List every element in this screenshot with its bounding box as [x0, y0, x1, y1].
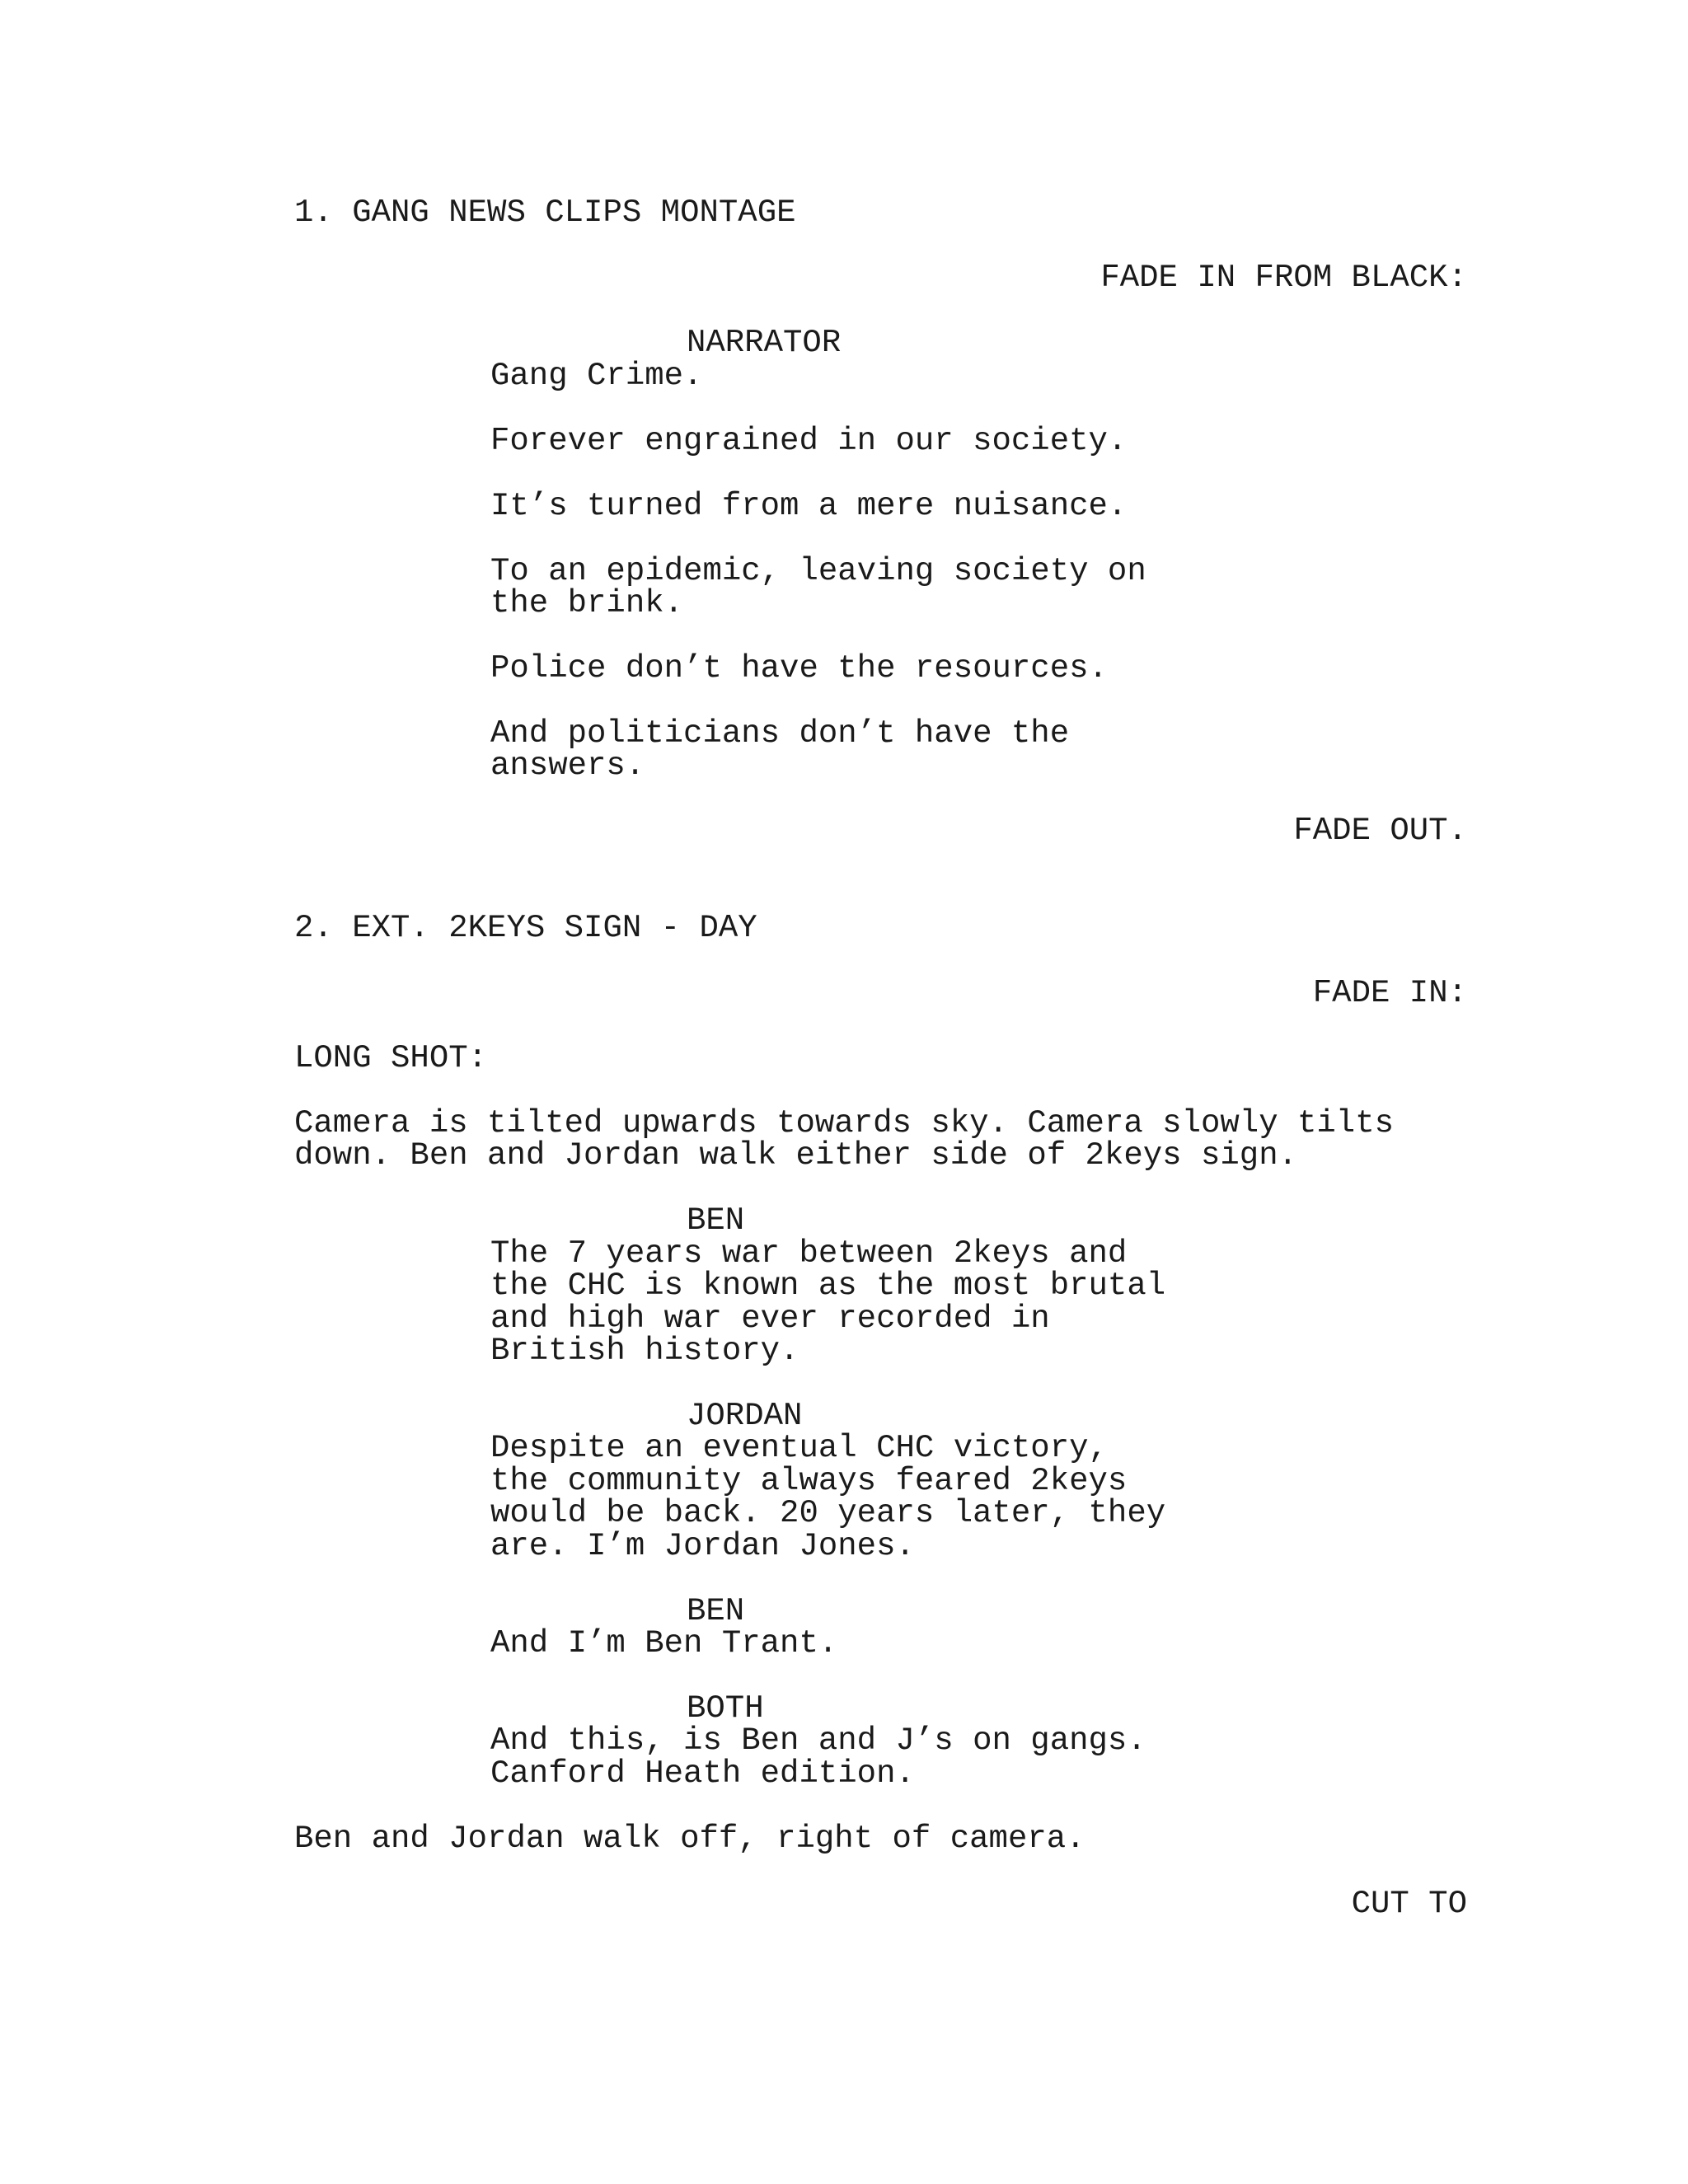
dialogue-line: Forever engrained in our society.	[490, 423, 1128, 459]
dialogue-line: the CHC is known as the most brutal	[490, 1268, 1166, 1304]
dialogue-line: Gang Crime.	[490, 358, 703, 394]
dialogue-line: Despite an eventual CHC victory,	[490, 1430, 1108, 1466]
dialogue-line: British history.	[490, 1333, 799, 1369]
scene-heading: 1. GANG NEWS CLIPS MONTAGE	[294, 194, 796, 231]
character-name: NARRATOR	[687, 325, 842, 361]
dialogue-line: And this, is Ben and J’s on gangs.	[490, 1722, 1146, 1759]
dialogue-line: and high war ever recorded in	[490, 1301, 1050, 1337]
dialogue-line: the brink.	[490, 585, 684, 621]
character-name: BEN	[687, 1202, 745, 1239]
action-line: Camera is tilted upwards towards sky. Camera slowly tilts	[294, 1105, 1395, 1141]
action-line: down. Ben and Jordan walk either side of 2keys sign.	[294, 1137, 1297, 1174]
dialogue-line: would be back. 20 years later, they	[490, 1495, 1166, 1531]
dialogue-line: And politicians don’t have the	[490, 715, 1070, 752]
dialogue-line: And I’m Ben Trant.	[490, 1625, 838, 1661]
character-name: JORDAN	[687, 1398, 803, 1434]
character-name: BEN	[687, 1593, 745, 1629]
dialogue-line: answers.	[490, 748, 645, 784]
action-line: Ben and Jordan walk off, right of camera.	[294, 1821, 1085, 1857]
dialogue-line: The 7 years war between 2keys and	[490, 1235, 1128, 1272]
transition-in: FADE IN FROM BLACK:	[1100, 260, 1467, 296]
transition-in: FADE IN:	[1312, 975, 1467, 1011]
scene-heading: 2. EXT. 2KEYS SIGN - DAY	[294, 910, 757, 946]
dialogue-line: the community always feared 2keys	[490, 1463, 1128, 1499]
character-name: BOTH	[687, 1690, 764, 1727]
dialogue-line: Police don’t have the resources.	[490, 650, 1108, 687]
transition-out: FADE OUT.	[1293, 813, 1467, 849]
shot-description: LONG SHOT:	[294, 1040, 488, 1076]
dialogue-line: To an epidemic, leaving society on	[490, 553, 1146, 589]
transition-out: CUT TO	[1351, 1886, 1467, 1922]
dialogue-line: It’s turned from a mere nuisance.	[490, 488, 1128, 524]
dialogue-line: are. I’m Jordan Jones.	[490, 1528, 915, 1564]
dialogue-line: Canford Heath edition.	[490, 1755, 915, 1792]
